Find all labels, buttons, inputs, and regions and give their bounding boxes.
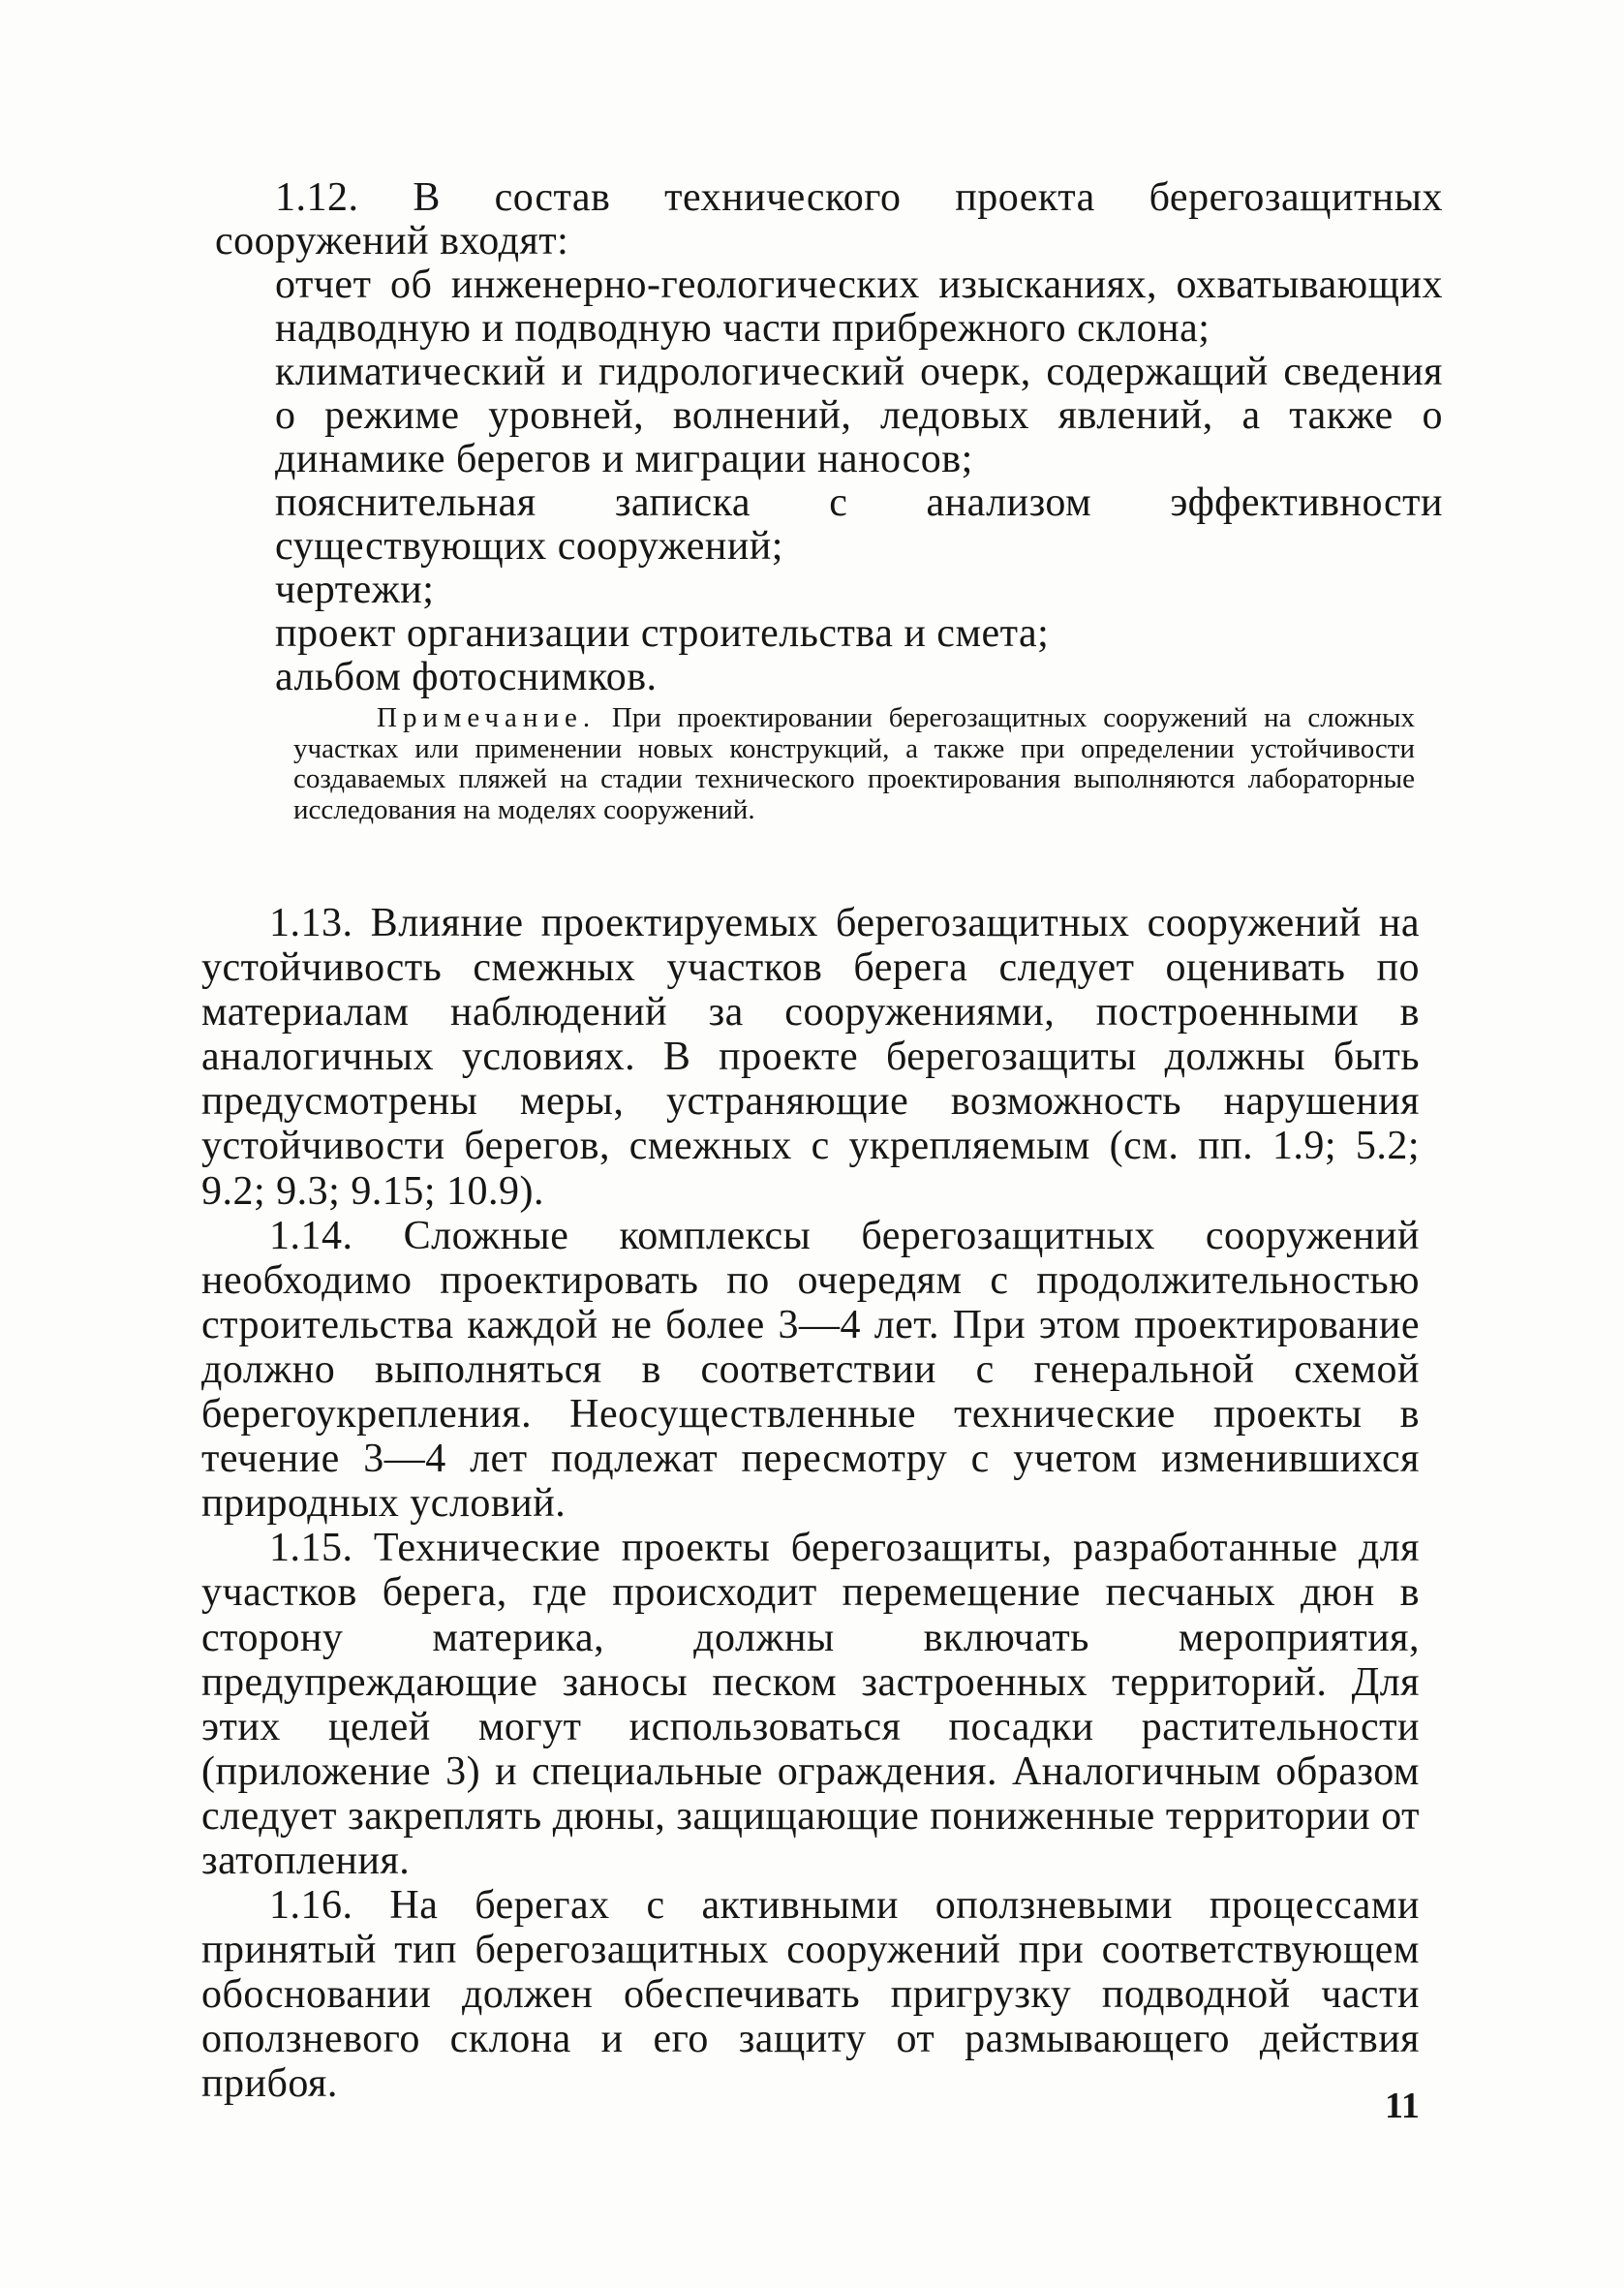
page-number: 11 xyxy=(1385,2086,1420,2126)
paragraph-1-14: 1.14. Сложные комплексы берегозащитных сооружений необходимо проектировать по очередям с продолжительностью строительства каждой не более 3—4 лет. При этом проектирование должно выполняться в соответствии с генеральной схемой берегоукрепления. Неосуществленные технические проекты в течение 3—4 лет подлежат пересмотру с учетом изменившихся природных условий. xyxy=(201,1213,1420,1527)
list-item: чертежи; xyxy=(275,568,435,612)
paragraph-1-15: 1.15. Технические проекты берегозащиты, разработанные для участков берега, где происходит перемещение песчаных дюн в сторону материка, должны включать мероприятия, предупреждающие заносы песком застроенных территорий. Для этих целей могут использоваться посадки растительности (приложение 3) и специальные ограждения. Аналогичным образом следует закреплять дюны, защищающие пониженные территории от затопления. xyxy=(201,1526,1420,1883)
list-item: отчет об инженерно-геологических изысканиях, охватывающих надводную и подводную части прибрежного склона; xyxy=(275,263,1443,351)
list-item: альбом фотоснимков. xyxy=(275,655,658,699)
section-1-12 xyxy=(215,176,1443,699)
paragraph-1-16: 1.16. На берегах с активными оползневыми процессами принятый тип берегозащитных сооружений при соответствующем обосновании должен обеспечивать пригрузку подводной части оползневого склона и его защиту от размывающего действия прибоя. xyxy=(201,1883,1420,2107)
list-item: климатический и гидрологический очерк, содержащий сведения о режиме уровней, волнений, ледовых явлений, а также о динамике берегов и миграции наносов; xyxy=(275,350,1443,481)
list-item: пояснительная записка с анализом эффективности существующих сооружений; xyxy=(275,480,1443,569)
section-1-12-intro: 1.12. В состав технического проекта берегозащитных сооружений входят: xyxy=(215,175,1443,263)
note-text: При проектировании берегозащитных сооружений на сложных участках или применении новых конструкций, а также при определении устойчивости создаваемых пляжей на стадии технического проектирования выполняются лабораторные исследования на моделях сооружений. xyxy=(293,702,1415,825)
note-label: Примечание. xyxy=(377,702,597,733)
paragraph-1-13: 1.13. Влияние проектируемых берегозащитных сооружений на устойчивость смежных участков берега следует оценивать по материалам наблюдений за сооружениями, построенными в аналогичных условиях. В проекте берегозащиты должны быть предусмотрены меры, устраняющие возможность нарушения устойчивости берегов, смежных с укрепляемым (см. пп. 1.9; 5.2; 9.2; 9.3; 9.15; 10.9). xyxy=(201,901,1420,1214)
list-item: проект организации строительства и смета; xyxy=(275,611,1050,656)
sections-1-13-to-1-16 xyxy=(201,901,1420,2107)
note-block xyxy=(293,703,1415,825)
